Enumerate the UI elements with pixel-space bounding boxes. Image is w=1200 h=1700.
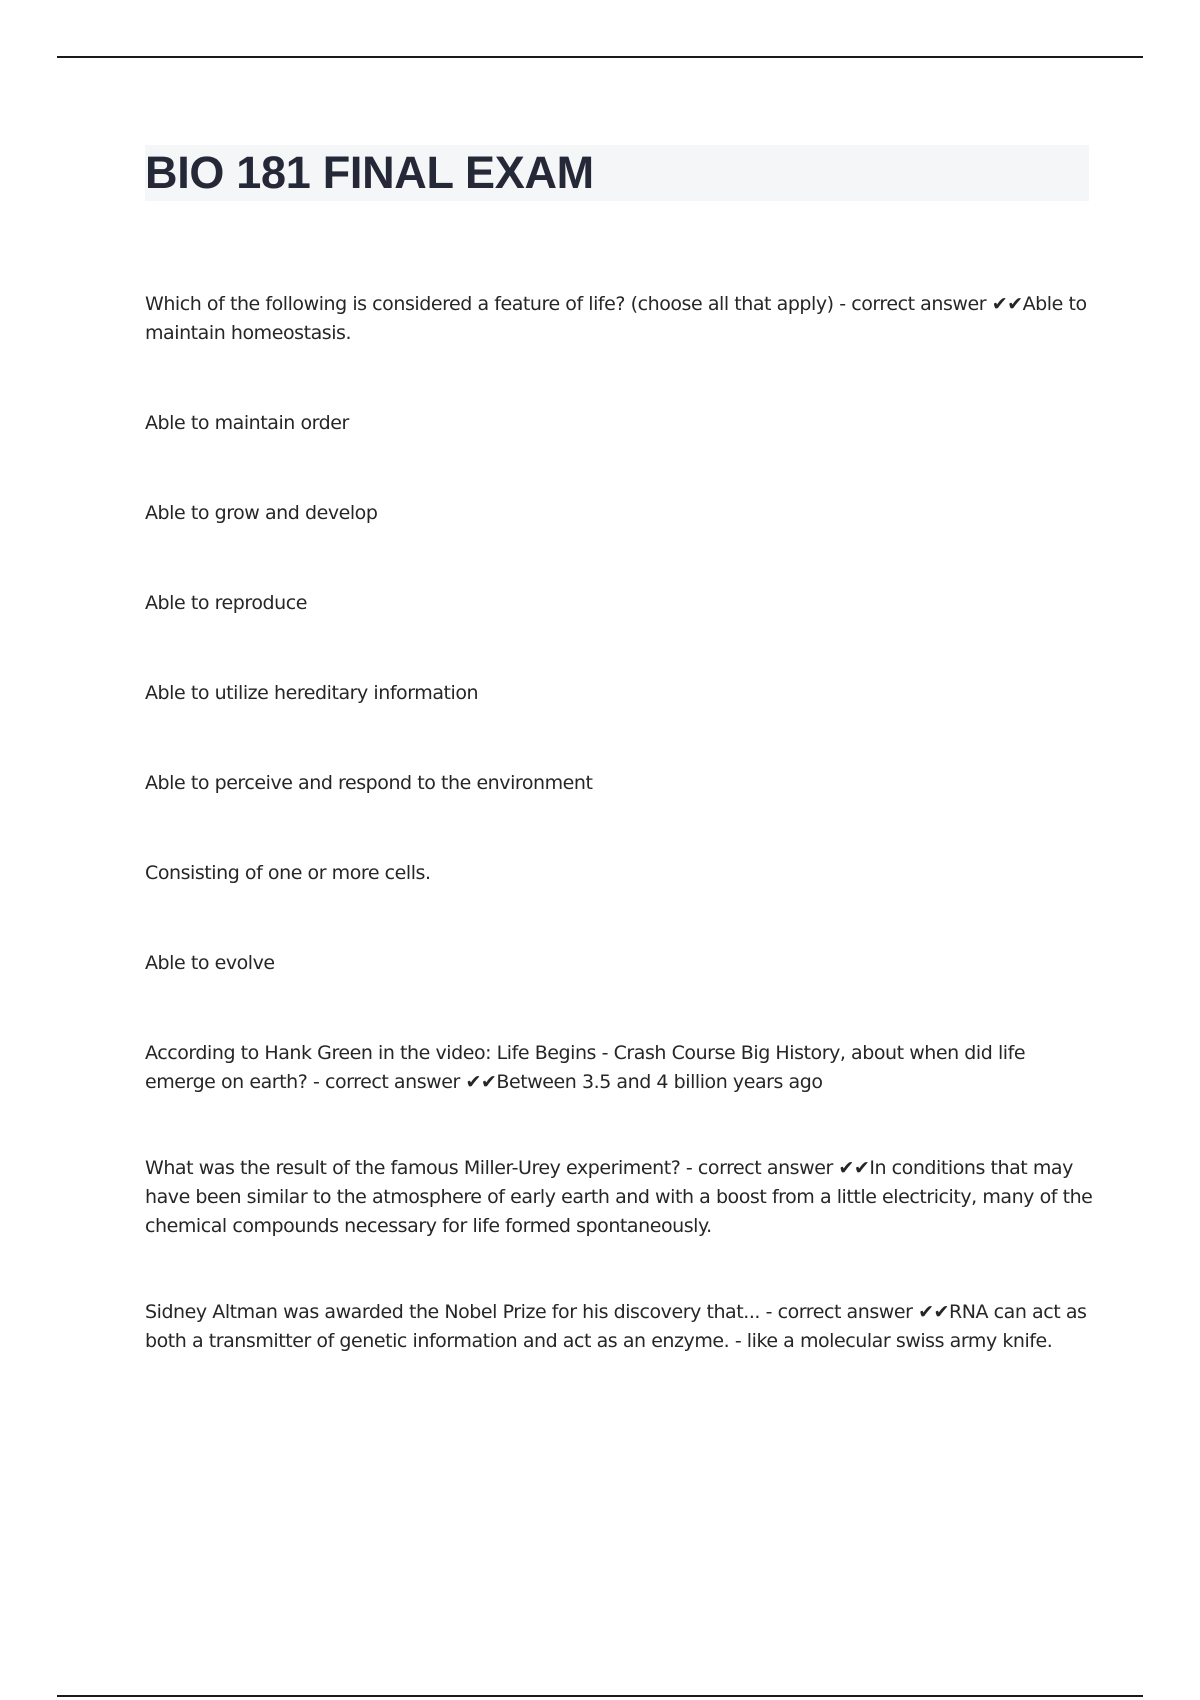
- top-divider: [57, 56, 1143, 58]
- answer-option: Able to perceive and respond to the environment: [145, 772, 593, 794]
- answer-option: Able to grow and develop: [145, 502, 378, 524]
- answer-option: Able to utilize hereditary information: [145, 682, 479, 704]
- answer-option: Able to maintain order: [145, 412, 349, 434]
- question-paragraph: Which of the following is considered a feature of life? (choose all that apply) - correct answer ✔✔Able to maintain homeostasis.: [145, 293, 1087, 344]
- page-title: BIO 181 FINAL EXAM: [145, 147, 594, 198]
- question-paragraph: Sidney Altman was awarded the Nobel Prize for his discovery that... - correct answer ✔✔RNA can act as both a transmitter of genetic information and act as an enzyme. - like a molecular swiss army knife.: [145, 1301, 1087, 1352]
- answer-option: Able to reproduce: [145, 592, 307, 614]
- bottom-divider: [57, 1695, 1143, 1697]
- answer-option: Able to evolve: [145, 952, 275, 974]
- question-paragraph: According to Hank Green in the video: Life Begins - Crash Course Big History, about when did life emerge on earth? - correct answer ✔✔Between 3.5 and 4 billion years ago: [145, 1042, 1026, 1093]
- question-paragraph: What was the result of the famous Miller-Urey experiment? - correct answer ✔✔In conditions that may have been similar to the atmosphere of early earth and with a boost from a little electricity, many of the chemical compounds necessary for life formed spontaneously.: [145, 1157, 1093, 1237]
- answer-option: Consisting of one or more cells.: [145, 862, 431, 884]
- document-body: [145, 290, 1095, 1356]
